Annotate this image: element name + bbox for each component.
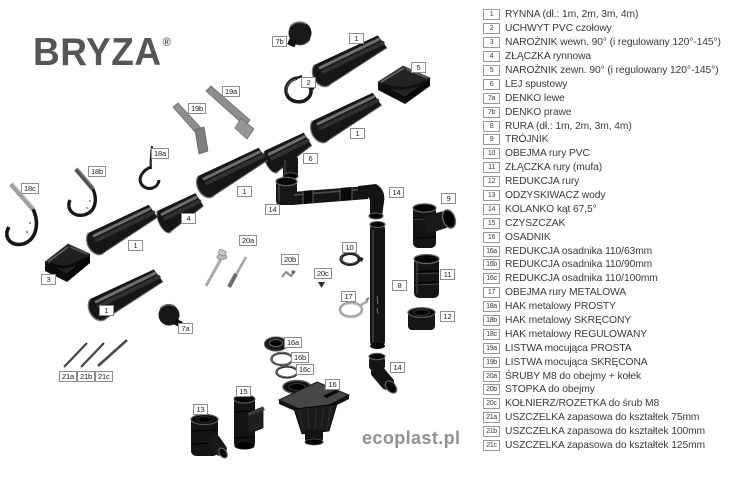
legend-item-18b [483, 314, 747, 328]
part-label-5: 5 [411, 62, 426, 73]
legend-item-label: ZŁĄCZKA rynnowa [505, 51, 592, 63]
legend-item-4 [483, 50, 747, 64]
part-label-15: 15 [236, 386, 251, 397]
legend-item-16 [483, 230, 747, 244]
legend-item-16b [483, 258, 747, 272]
part-screws-20a [206, 249, 246, 287]
legend-item-number: 18a [483, 301, 500, 312]
part-label-8: 8 [392, 280, 407, 291]
legend-item-label: HAK metalowy REGULOWANY [505, 328, 648, 340]
part-label-21c: 21c [95, 371, 113, 382]
part-gutter-run2-middle [193, 147, 272, 202]
legend-item-label: OSADNIK [505, 231, 551, 243]
part-label-1: 1 [349, 33, 364, 44]
part-mounting-strip-straight-19a [206, 86, 254, 139]
legend-item-2 [483, 22, 747, 36]
part-pipe-reducer-12 [408, 308, 435, 330]
part-label-14: 14 [390, 362, 405, 373]
legend-item-number: 19b [483, 357, 500, 368]
part-label-18a: 18a [151, 148, 169, 159]
part-label-2: 2 [301, 77, 316, 88]
part-pvc-clamp-10 [341, 253, 364, 265]
part-label-13: 13 [193, 404, 208, 415]
legend-item-number: 16a [483, 246, 500, 257]
legend-item-number: 21a [483, 412, 500, 423]
legend-item-label: REDUKCJA osadnika 110/100mm [505, 273, 658, 285]
legend-item-label: NAROŻNIK zewn. 90° (i regulowany 120°-145°) [505, 65, 719, 76]
legend-item-number: 11 [483, 162, 500, 173]
legend-item-label: ŚRUBY M8 do obejmy + kołek [505, 370, 641, 382]
part-gaskets-21 [64, 340, 127, 367]
legend-item-label: KOŁNIERZ/ROZETKA do śrub M8 [505, 398, 660, 410]
legend-item-label: HAK metalowy SKRĘCONY [505, 315, 632, 327]
legend-item-number: 10 [483, 148, 500, 159]
legend-item-label: REDUKCJA rury [505, 176, 580, 188]
legend-item-label: DENKO prawe [505, 106, 572, 118]
part-label-20b: 20b [281, 254, 299, 265]
legend-item-label: USZCZELKA zapasowa do kształtek 125mm [505, 440, 706, 452]
legend-item-5 [483, 64, 747, 78]
legend-item-number: 8 [483, 121, 500, 132]
legend-item-17 [483, 286, 747, 300]
legend-item-number: 21c [483, 440, 500, 451]
legend-item-label: USZCZELKA zapasowa do kształtek 75mm [505, 412, 700, 424]
legend-item-3 [483, 36, 747, 50]
legend-item-label: RYNNA (dł.: 1m, 2m, 3m, 4m) [505, 9, 639, 21]
legend-item-18a [483, 300, 747, 314]
legend-item-number: 5 [483, 65, 500, 76]
part-label-11: 11 [440, 269, 455, 280]
legend-list [483, 8, 747, 453]
legend-item-number: 7a [483, 93, 500, 104]
part-inner-corner-3 [45, 244, 90, 282]
part-rosette-20c [318, 282, 325, 288]
legend-item-number: 21b [483, 426, 500, 437]
legend-item-label: HAK metalowy PROSTY [505, 301, 616, 313]
legend-item-number: 16c [483, 273, 500, 284]
legend-item-label: NAROŻNIK wewn. 90° (i regulowany 120°-145°) [505, 37, 721, 49]
part-elbow-assembly-14 [276, 177, 384, 219]
part-reduction-ring-16c [277, 366, 298, 378]
legend-item-number: 18b [483, 315, 500, 326]
legend-item-label: REDUKCJA osadnika 110/63mm [505, 245, 653, 257]
legend-item-number: 12 [483, 176, 500, 187]
part-metal-hook-adjustable-18c [7, 183, 37, 245]
part-label-12: 12 [440, 311, 455, 322]
legend-item-label: OBEJMA rury PVC [505, 148, 590, 160]
legend-item-6 [483, 77, 747, 91]
legend-item-16a [483, 244, 747, 258]
legend-item-number: 3 [483, 37, 500, 48]
brand-logo-text: BRYZA [33, 30, 162, 74]
legend-item-18c [483, 327, 747, 341]
legend-item-10 [483, 147, 747, 161]
part-sediment-trap-16 [279, 381, 349, 446]
part-label-14: 14 [389, 187, 404, 198]
part-metal-hook-straight-18a [140, 146, 159, 188]
part-downpipe-8 [370, 222, 385, 350]
part-label-9: 9 [441, 193, 456, 204]
part-label-10: 10 [342, 242, 357, 253]
legend-item-label: UCHWYT PVC czołowy [505, 23, 612, 35]
part-label-21a: 21a [59, 371, 77, 382]
part-end-cap-right-7b [287, 22, 311, 48]
legend-item-number: 6 [483, 79, 500, 90]
part-label-21b: 21b [77, 371, 95, 382]
legend-item-11 [483, 161, 747, 175]
legend-item-label: ODZYSKIWACZ wody [505, 190, 606, 202]
legend-item-19b [483, 355, 747, 369]
legend-item-label: LISTWA mocująca PROSTA [505, 342, 632, 354]
part-label-4: 4 [181, 213, 196, 224]
legend-item-label: RURA (dł.: 1m, 2m, 3m, 4m) [505, 120, 632, 132]
legend-item-number: 15 [483, 218, 500, 229]
part-pvc-bracket-2 [286, 76, 314, 102]
legend-item-number: 20b [483, 384, 500, 395]
legend-item-number: 9 [483, 134, 500, 145]
legend-item-number: 13 [483, 190, 500, 201]
part-metal-clamp-17 [340, 298, 369, 317]
part-label-16b: 16b [291, 352, 309, 363]
legend-item-15 [483, 216, 747, 230]
legend-item-16c [483, 272, 747, 286]
part-tee-9 [413, 204, 458, 248]
part-label-1: 1 [99, 305, 114, 316]
legend-item-label: LEJ spustowy [505, 78, 568, 90]
part-label-1: 1 [350, 128, 365, 139]
part-outer-corner-5 [378, 66, 430, 104]
legend-item-20b [483, 383, 747, 397]
part-label-16c: 16c [296, 364, 314, 375]
part-label-14: 14 [265, 204, 280, 215]
legend-item-number: 4 [483, 51, 500, 62]
part-funnel-6 [261, 132, 316, 179]
watermark-text: ecoplast.pl [362, 428, 461, 448]
legend-item-8 [483, 119, 747, 133]
part-gutter-connector-4 [154, 192, 208, 235]
part-gutter-run2-left [83, 204, 162, 259]
part-reduction-ring-16b [272, 353, 293, 366]
legend-item-label: ZŁĄCZKA rury (mufa) [505, 162, 603, 174]
legend-item-20a [483, 369, 747, 383]
part-label-1: 1 [237, 186, 252, 197]
legend-item-label: LISTWA mocująca SKRĘCONA [505, 356, 648, 368]
legend-item-21a [483, 411, 747, 425]
part-label-3: 3 [41, 274, 56, 285]
legend-item-20c [483, 397, 747, 411]
legend-item-7b [483, 105, 747, 119]
legend-item-number: 1 [483, 9, 500, 20]
legend-item-7a [483, 91, 747, 105]
legend-item-number: 17 [483, 287, 500, 298]
legend-item-number: 16b [483, 259, 500, 270]
part-label-19b: 19b [188, 103, 206, 114]
legend-item-label: USZCZELKA zapasowa do kształtek 100mm [505, 426, 706, 438]
legend-item-19a [483, 341, 747, 355]
legend-item-1 [483, 8, 747, 22]
legend-item-number: 19a [483, 343, 500, 354]
legend-item-21b [483, 425, 747, 439]
part-label-19a: 19a [222, 86, 240, 97]
legend-item-number: 20a [483, 371, 500, 382]
part-label-6: 6 [303, 153, 318, 164]
part-mounting-strip-twisted-19b [173, 103, 208, 154]
part-gutter-run2-right [307, 92, 386, 147]
part-label-1: 1 [128, 240, 143, 251]
part-pipe-coupler-11 [414, 255, 439, 299]
legend-item-label: STOPKA do obejmy [505, 384, 595, 396]
part-metal-hook-twisted-18b [69, 168, 95, 215]
part-label-20c: 20c [314, 268, 332, 279]
legend-item-number: 18c [483, 329, 500, 340]
legend-item-label: CZYSZCZAK [505, 217, 566, 229]
part-label-17: 17 [341, 291, 356, 302]
part-label-18c: 18c [21, 183, 39, 194]
part-label-20a: 20a [239, 235, 257, 246]
legend-item-21c [483, 439, 747, 453]
legend-item-label: KOLANKO kąt 67,5° [505, 203, 597, 215]
legend-item-label: OBEJMA rury METALOWA [505, 287, 627, 299]
part-label-16a: 16a [284, 337, 302, 348]
part-clamp-foot-20b [282, 271, 295, 278]
registered-mark-icon: ® [162, 36, 172, 50]
part-label-18b: 18b [88, 166, 106, 177]
part-label-7a: 7a [178, 323, 193, 334]
legend-item-number: 7b [483, 107, 500, 118]
legend-item-9 [483, 133, 747, 147]
part-end-cap-left-7a [159, 305, 183, 328]
part-label-16: 16 [325, 379, 340, 390]
part-reduction-ring-16a [265, 337, 288, 351]
part-elbow-bottom-14 [369, 353, 399, 395]
legend-item-number: 14 [483, 204, 500, 215]
part-water-collector-13 [191, 415, 229, 460]
legend-item-number: 2 [483, 23, 500, 34]
legend-item-number: 20c [483, 398, 500, 409]
part-cleanout-15 [234, 395, 265, 450]
legend-item-14 [483, 202, 747, 216]
legend-item-13 [483, 189, 747, 203]
legend-item-label: TRÓJNIK [505, 134, 549, 146]
legend-item-number: 16 [483, 232, 500, 243]
legend-item-label: REDUKCJA osadnika 110/90mm [505, 259, 653, 271]
part-gutter-run3 [85, 268, 167, 324]
legend-item-label: DENKO lewe [505, 92, 565, 104]
legend-item-12 [483, 175, 747, 189]
part-label-7b: 7b [272, 36, 287, 47]
